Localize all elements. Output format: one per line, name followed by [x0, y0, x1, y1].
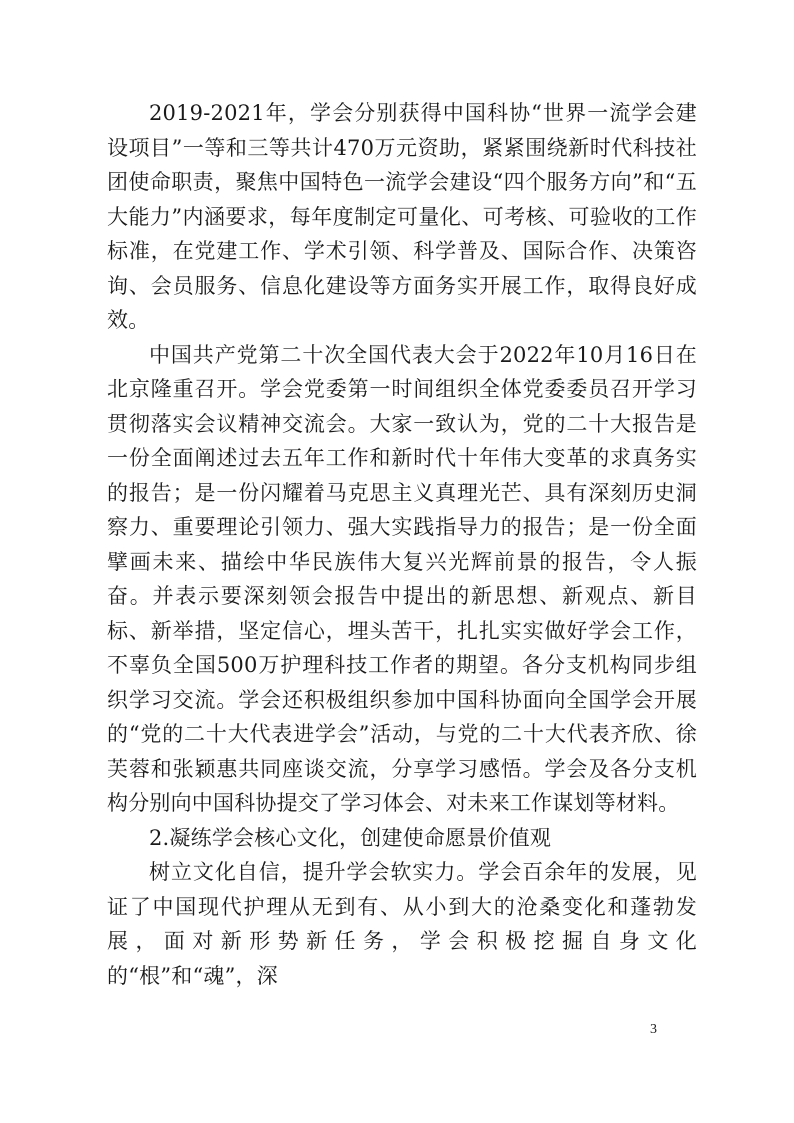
- section-heading: 2.凝练学会核心文化，创建使命愿景价值观: [149, 825, 552, 850]
- page-number: 3: [650, 1022, 657, 1037]
- paragraph-culture: 树立文化自信，提升学会软实力。学会百余年的发展，见证了中国现代护理从无到有、从小到大的沧桑变化和蓬勃发展，面对新形势新任务，学会积极挖掘自身文化的“根”和“魂”，深: [107, 860, 697, 988]
- paragraph-congress: 中国共产党第二十次全国代表大会于2022年10月16日在北京隆重召开。学会党委第一时间组织全体党委委员召开学习贯彻落实会议精神交流会。大家一致认为，党的二十大报告是一份全面阐述过去五年工作和新时代十年伟大变革的求真务实的报告；是一份闪耀着马克思主义真理光芒、具有深刻历史洞察力、重要理论引领力、强大实践指导力的报告；是一份全面擘画未来、描绘中华民族伟大复兴光辉前景的报告，令人振奋。并表示要深刻领会报告中提出的新思想、新观点、新目标、新举措，坚定信心，埋头苦干，扎扎实实做好学会工作，不辜负全国500万护理科技工作者的期望。各分支机构同步组织学习交流。学会还积极组织参加中国科协面向全国学会开展的“党的二十大代表进学会”活动，与党的二十大代表齐欣、徐芙蓉和张颖惠共同座谈交流，分享学习感悟。学会及各分支机构分别向中国科协提交了学习体会、对未来工作谋划等材料。: [107, 342, 697, 815]
- paragraph-funding: 2019-2021年，学会分别获得中国科协“世界一流学会建设项目”一等和三等共计470万元资助，紧紧围绕新时代科技社团使命职责，聚焦中国特色一流学会建设“四个服务方向”和“五大能力”内涵要求，每年度制定可量化、可考核、可验收的工作标准，在党建工作、学术引领、科学普及、国际合作、决策咨询、会员服务、信息化建设等方面务实开展工作，取得良好成效。: [107, 101, 697, 332]
- body-text: [107, 96, 697, 993]
